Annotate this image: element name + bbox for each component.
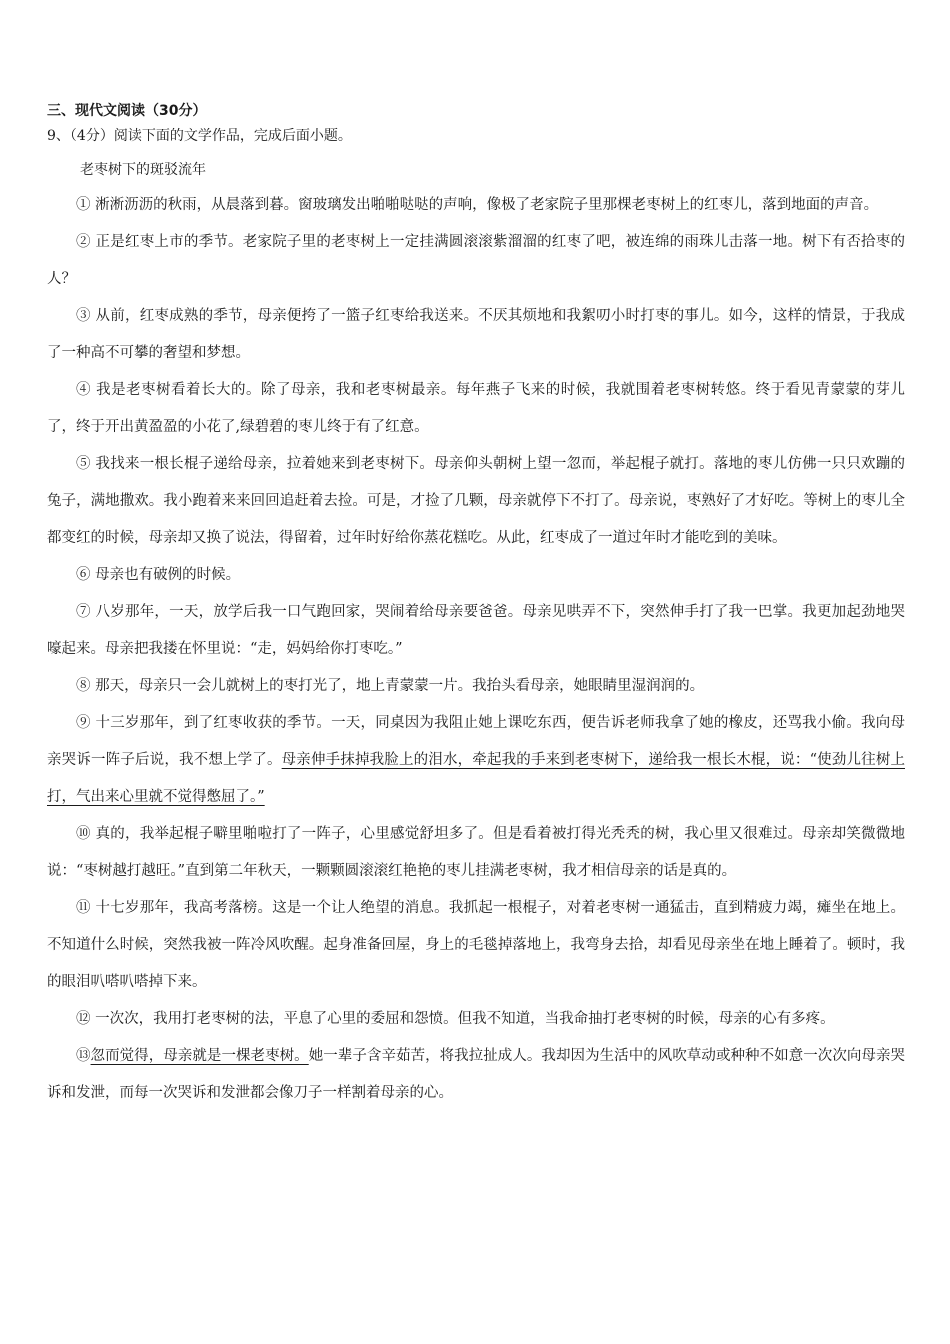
paragraph-1: ① 淅淅沥沥的秋雨，从晨落到暮。窗玻璃发出啪啪哒哒的声响，像极了老家院子里那棵老枣树上的红枣儿，落到地面的声音。 [76, 197, 879, 213]
paragraph-3: ③ 从前，红枣成熟的季节，母亲便挎了一篮子红枣给我送来。不厌其烦地和我絮叨小时打枣的事儿。如今，这样的情景，于我成了一种高不可攀的奢望和梦想。 [47, 308, 905, 361]
paragraph-7: ⑦ 八岁那年，一天，放学后我一口气跑回家，哭闹着给母亲要爸爸。母亲见哄弄不下，突然伸手打了我一巴掌。我更加起劲地哭嚎起来。母亲把我搂在怀里说：“走，妈妈给你打枣吃。” [47, 604, 905, 657]
paragraph-9-text: ⑨ 十三岁那年，到了红枣收获的季节。一天，同桌因为我阻止她上课吃东西，便告诉老师我拿了她的橡皮，还骂我小偷。我向母亲哭诉一阵子后说，我不想上学了。 [47, 715, 905, 768]
paragraph-13-text: 她一辈子含辛茹苦，将我拉扯成人。我却因为生活中的风吹草动或种种不如意一次次向母亲哭诉和发泄，而每一次哭诉和发泄都会像刀子一样割着母亲的心。 [47, 1048, 906, 1101]
paragraph-2: ② 正是红枣上市的季节。老家院子里的老枣树上一定挂满圆滚滚紫溜溜的红枣了吧，被连绵的雨珠儿击落一地。树下有否拾枣的人？ [47, 234, 905, 287]
paragraph-10: ⑩ 真的，我举起棍子噼里啪啦打了一阵子，心里感觉舒坦多了。但是看着被打得光秃秃的树，我心里又很难过。母亲却笑微微地说：“枣树越打越旺。”直到第二年秋天，一颗颗圆滚滚红艳艳的枣儿挂满老枣树，我才相信母亲的话是真的。 [47, 826, 905, 879]
section-heading: 三、现代文阅读（30分） [47, 103, 207, 119]
paragraph-13-underlined-sentence: 忽而觉得，母亲就是一棵老枣树。 [90, 1048, 309, 1064]
paragraph-13-label: ⑬ [76, 1048, 91, 1064]
question-instruction: 9、（4分）阅读下面的文学作品，完成后面小题。 [47, 128, 352, 144]
paragraph-9-underlined-sentence: 母亲伸手抹掉我脸上的泪水，牵起我的手来到老枣树下，递给我一根长木棍，说：“使劲儿往树上打，气出来心里就不觉得憋屈了。” [47, 752, 905, 805]
paragraph-12: ⑫ 一次次，我用打老枣树的法，平息了心里的委屈和怨愤。但我不知道，当我命抽打老枣树的时候，母亲的心有多疼。 [76, 1011, 835, 1027]
paragraph-6: ⑥ 母亲也有破例的时候。 [76, 567, 241, 583]
paragraph-4: ④ 我是老枣树看着长大的。除了母亲，我和老枣树最亲。每年燕子飞来的时候，我就围着老枣树转悠。终于看见青蒙蒙的芽儿了，终于开出黄盈盈的小花了,绿碧碧的枣儿终于有了红意。 [47, 382, 905, 435]
paragraph-11: ⑪ 十七岁那年，我高考落榜。这是一个让人绝望的消息。我抓起一根棍子，对着老枣树一通猛击，直到精疲力竭，瘫坐在地上。不知道什么时候，突然我被一阵冷风吹醒。起身准备回屋，身上的毛毯掉落地上，我弯身去拾，却看见母亲坐在地上睡着了。顿时，我的眼泪叭嗒叭嗒掉下来。 [47, 900, 905, 990]
article-title: 老枣树下的斑驳流年 [80, 162, 206, 178]
paragraph-8: ⑧ 那天，母亲只一会儿就树上的枣打光了，地上青蒙蒙一片。我抬头看母亲，她眼睛里湿润润的。 [76, 678, 705, 694]
article-passage [47, 187, 905, 1112]
paragraph-5: ⑤ 我找来一根长棍子递给母亲，拉着她来到老枣树下。母亲仰头朝树上望一忽而，举起棍子就打。落地的枣儿仿佛一只只欢蹦的兔子，满地撒欢。我小跑着来来回回追赶着去捡。可是，才捡了几颗，母亲就停下不打了。母亲说，枣熟好了才好吃。等树上的枣儿全都变红的时候，母亲却又换了说法，得留着，过年时好给你蒸花糕吃。从此，红枣成了一道过年时才能吃到的美味。 [47, 456, 905, 546]
paragraph-9 [47, 705, 905, 816]
paragraph-13 [47, 1038, 905, 1112]
